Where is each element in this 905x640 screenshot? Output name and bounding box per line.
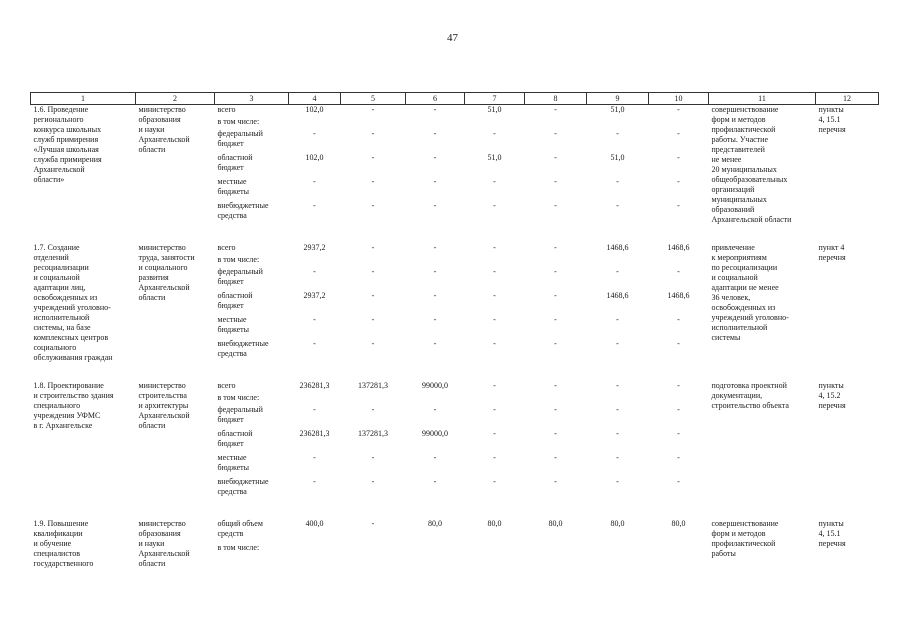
funding-value (344, 393, 403, 405)
funding-value: - (433, 129, 437, 138)
column-header: 2 (136, 93, 215, 105)
funding-value-column (341, 519, 406, 569)
column-header: 7 (465, 93, 525, 105)
column-header: 1 (31, 93, 136, 105)
funding-value: - (493, 201, 496, 210)
column-header: 8 (525, 93, 587, 105)
funding-value (652, 393, 706, 405)
measure-title: 1.6. Проведение регионального конкурса школьных служб примирения «Лучшая школьная служба примирения Архангельской области» (33, 105, 102, 184)
funding-value-column (649, 519, 709, 569)
funding-value: - (313, 177, 316, 186)
funding-value-column (341, 243, 406, 363)
measure-title: 1.7. Создание отделений ресоциализации и социальной адаптации лиц, освобожденных из учреждений уголовно- исполнительной системы, на базе комплексных центров социального обслуживания граждан (33, 243, 113, 362)
column-header: 9 (587, 93, 649, 105)
funding-value: - (493, 429, 496, 438)
expected-result: привлечение к мероприятиям по ресоциализации и социальной адаптации не менее 36 человек, освобожденных из учреждений уголовно- исполнительной системы (711, 243, 789, 342)
measure-row (31, 105, 879, 226)
funding-value: - (616, 429, 619, 438)
funding-value: - (493, 405, 496, 414)
column-header: 10 (649, 93, 709, 105)
funding-value: - (313, 201, 316, 210)
funding-value: - (616, 267, 619, 276)
funding-value-column (649, 105, 709, 226)
funding-value: 80,0 (548, 519, 563, 528)
funding-value-column (525, 519, 587, 569)
funding-value: - (371, 153, 375, 162)
funding-value: - (493, 477, 496, 486)
funding-value: 51,0 (487, 153, 502, 162)
funding-source-label: всего (217, 105, 236, 114)
funding-value: - (493, 339, 496, 348)
funding-value-column (406, 519, 465, 569)
column-header: 6 (406, 93, 465, 105)
expected-result: совершенствование форм и методов профилактической работы. Участие представителей не менее 20 муниципальных общеобразовательных организаций муниципальных образований Архангельской области (711, 105, 792, 224)
funding-value: - (677, 405, 680, 414)
funding-value: - (616, 477, 619, 486)
funding-value: - (677, 177, 680, 186)
funding-sources (215, 381, 289, 501)
funding-value: - (677, 129, 680, 138)
funding-value (468, 393, 522, 405)
funding-value (409, 255, 462, 267)
funding-value: - (616, 129, 619, 138)
funding-value: 137281,3 (358, 381, 388, 390)
funding-value: 236281,3 (299, 429, 330, 438)
funding-value: - (677, 381, 680, 390)
funding-source-label: федеральный бюджет (217, 267, 263, 286)
funding-value: - (554, 429, 557, 438)
funding-source-label: местные бюджеты (217, 177, 250, 196)
funding-source-label: федеральный бюджет (217, 405, 263, 424)
funding-value (590, 543, 646, 555)
funding-value: 1468,6 (667, 243, 690, 252)
measure-title: 1.8. Проектирование и строительство здания специального учреждения УФМС в г. Архангельске (33, 381, 114, 430)
funding-value (292, 255, 338, 267)
funding-value-column (465, 381, 525, 501)
funding-value: - (371, 477, 375, 486)
funding-value: - (433, 477, 437, 486)
funding-source-label: в том числе: (217, 255, 260, 264)
funding-value: - (554, 405, 557, 414)
column-header: 5 (341, 93, 406, 105)
funding-value: - (554, 477, 557, 486)
funding-value: 2937,2 (303, 291, 326, 300)
funding-value: - (433, 201, 437, 210)
plan-reference: пункт 4 перечня (818, 243, 846, 262)
measure-row (31, 243, 879, 363)
funding-sources (215, 519, 289, 569)
expected-result: подготовка проектной документации, строительство объекта (711, 381, 789, 410)
funding-value (344, 255, 403, 267)
funding-value: - (554, 201, 557, 210)
funding-value: - (371, 243, 375, 252)
row-spacer (31, 501, 879, 519)
funding-source-label: федеральный бюджет (217, 129, 263, 148)
funding-source-label: в том числе: (217, 117, 260, 126)
funding-source-label: местные бюджеты (217, 315, 250, 334)
funding-value: - (554, 339, 557, 348)
funding-value: - (616, 405, 619, 414)
funding-value (468, 117, 522, 129)
funding-value-column (525, 381, 587, 501)
funding-value (468, 255, 522, 267)
funding-value: - (313, 267, 316, 276)
funding-value: - (371, 105, 375, 114)
funding-value: - (554, 381, 557, 390)
funding-value: - (616, 315, 619, 324)
funding-source-label: всего (217, 381, 236, 390)
funding-value: 51,0 (610, 153, 625, 162)
funding-value: - (433, 405, 437, 414)
funding-value: - (677, 267, 680, 276)
funding-value: 137281,3 (358, 429, 388, 438)
spacer-cell (31, 363, 879, 381)
funding-value: - (371, 453, 375, 462)
funding-value: - (433, 243, 437, 252)
funding-value-column (587, 243, 649, 363)
funding-value-column (406, 243, 465, 363)
funding-value: 102,0 (305, 153, 324, 162)
funding-value: - (433, 339, 437, 348)
funding-value: - (677, 339, 680, 348)
funding-value-column (525, 243, 587, 363)
funding-value (528, 255, 584, 267)
column-header: 3 (215, 93, 289, 105)
funding-value: - (371, 519, 375, 528)
funding-value (528, 393, 584, 405)
funding-value: - (677, 315, 680, 324)
funding-value (409, 117, 462, 129)
funding-value: - (433, 177, 437, 186)
funding-value: - (554, 315, 557, 324)
funding-value: - (493, 129, 496, 138)
funding-value: - (554, 177, 557, 186)
funding-value: - (493, 243, 496, 252)
funding-value (292, 117, 338, 129)
funding-value: - (493, 177, 496, 186)
funding-value-column (587, 105, 649, 226)
measure-title: 1.9. Повышение квалификации и обучение специалистов государственного (33, 519, 94, 568)
funding-value (590, 255, 646, 267)
funding-value: - (677, 453, 680, 462)
funding-value: 236281,3 (299, 381, 330, 390)
funding-value (409, 543, 462, 555)
measure-executor: министерство образования и науки Архангельской области (138, 105, 190, 154)
funding-source-label: общий объем средств (217, 519, 263, 538)
funding-value (344, 117, 403, 129)
spacer-cell (31, 501, 879, 519)
funding-value: - (616, 201, 619, 210)
funding-value: 99000,0 (422, 429, 448, 438)
funding-value (292, 543, 338, 555)
funding-value: - (371, 405, 375, 414)
funding-value: - (371, 129, 375, 138)
funding-value: 1468,6 (667, 291, 690, 300)
funding-value: 51,0 (610, 105, 625, 114)
funding-value: - (554, 267, 557, 276)
funding-value: - (433, 267, 437, 276)
funding-value-column (587, 519, 649, 569)
funding-value (652, 117, 706, 129)
funding-value: - (371, 339, 375, 348)
funding-value-column (289, 105, 341, 226)
funding-value: - (433, 153, 437, 162)
funding-value: - (493, 453, 496, 462)
funding-value: - (433, 105, 437, 114)
funding-value: - (493, 381, 496, 390)
funding-value-column (465, 243, 525, 363)
funding-value: - (433, 291, 437, 300)
funding-value-column (341, 381, 406, 501)
expected-result: совершенствование форм и методов профилактической работы (711, 519, 779, 558)
funding-value: - (371, 315, 375, 324)
funding-value-column (465, 519, 525, 569)
plan-reference: пункты 4, 15.1 перечня (818, 105, 846, 134)
funding-value-column (289, 243, 341, 363)
funding-value-column (465, 105, 525, 226)
funding-value: 1468,6 (606, 243, 629, 252)
funding-value: - (554, 291, 557, 300)
program-table (30, 92, 879, 569)
funding-value: - (677, 153, 680, 162)
funding-value: - (616, 381, 619, 390)
funding-value (652, 255, 706, 267)
row-spacer (31, 225, 879, 243)
funding-value-column (406, 105, 465, 226)
funding-source-label: областной бюджет (217, 429, 253, 448)
funding-value: - (313, 477, 316, 486)
measure-executor: министерство труда, занятости и социального развития Архангельской области (138, 243, 195, 302)
funding-value: - (313, 453, 316, 462)
funding-value: - (677, 429, 680, 438)
funding-value (528, 543, 584, 555)
funding-value-column (289, 519, 341, 569)
funding-value: - (433, 315, 437, 324)
funding-source-label: внебюджетные средства (217, 339, 269, 358)
funding-source-label: в том числе: (217, 393, 260, 402)
funding-value-column (649, 381, 709, 501)
funding-value-column (587, 381, 649, 501)
funding-source-label: внебюджетные средства (217, 477, 269, 496)
funding-value (409, 393, 462, 405)
funding-value: 2937,2 (303, 243, 326, 252)
funding-value: - (554, 129, 557, 138)
funding-value: - (554, 105, 557, 114)
funding-value: - (554, 153, 557, 162)
funding-value (468, 543, 522, 555)
measure-row (31, 519, 879, 569)
column-header: 12 (816, 93, 879, 105)
funding-value: - (677, 105, 680, 114)
page-number: 47 (447, 32, 458, 44)
funding-source-label: всего (217, 243, 236, 252)
funding-value: - (677, 477, 680, 486)
measure-executor: министерство образования и науки Архангельской области (138, 519, 190, 568)
funding-value: 80,0 (671, 519, 686, 528)
funding-source-label: областной бюджет (217, 291, 253, 310)
funding-value-column (341, 105, 406, 226)
plan-reference: пункты 4, 15.2 перечня (818, 381, 846, 410)
funding-value: 102,0 (305, 105, 324, 114)
funding-value-column (289, 381, 341, 501)
funding-value-column (525, 105, 587, 226)
funding-sources (215, 105, 289, 226)
funding-value-column (406, 381, 465, 501)
funding-value: - (313, 405, 316, 414)
funding-value: - (493, 315, 496, 324)
funding-value: - (433, 453, 437, 462)
funding-value: - (493, 267, 496, 276)
measure-executor: министерство строительства и архитектуры Архангельской области (138, 381, 190, 430)
funding-value: - (554, 243, 557, 252)
funding-sources (215, 243, 289, 363)
funding-value (590, 393, 646, 405)
column-header: 4 (289, 93, 341, 105)
funding-value: - (371, 177, 375, 186)
funding-source-label: областной бюджет (217, 153, 253, 172)
funding-value: - (616, 453, 619, 462)
funding-value: 80,0 (487, 519, 502, 528)
funding-value: - (313, 129, 316, 138)
funding-value: 80,0 (428, 519, 442, 528)
funding-value (292, 393, 338, 405)
funding-value: - (616, 177, 619, 186)
column-number-header (31, 93, 879, 105)
funding-value (344, 543, 403, 555)
funding-value: 80,0 (610, 519, 625, 528)
funding-value (652, 543, 706, 555)
funding-value: - (677, 201, 680, 210)
spacer-cell (31, 225, 879, 243)
measure-row (31, 381, 879, 501)
funding-value: - (616, 339, 619, 348)
funding-source-label: местные бюджеты (217, 453, 250, 472)
funding-value: - (371, 291, 375, 300)
funding-value (528, 117, 584, 129)
funding-value: - (313, 315, 316, 324)
funding-value: 99000,0 (422, 381, 448, 390)
funding-value-column (649, 243, 709, 363)
funding-value: 1468,6 (606, 291, 629, 300)
funding-value (590, 117, 646, 129)
plan-reference: пункты 4, 15.1 перечня (818, 519, 846, 548)
funding-value: - (313, 339, 316, 348)
column-header: 11 (709, 93, 816, 105)
funding-value: - (554, 453, 557, 462)
funding-value: - (493, 291, 496, 300)
funding-value: 51,0 (487, 105, 502, 114)
funding-source-label: внебюджетные средства (217, 201, 269, 220)
funding-value: - (371, 267, 375, 276)
row-spacer (31, 363, 879, 381)
funding-value: - (371, 201, 375, 210)
funding-source-label: в том числе: (217, 543, 260, 552)
funding-value: 400,0 (305, 519, 324, 528)
